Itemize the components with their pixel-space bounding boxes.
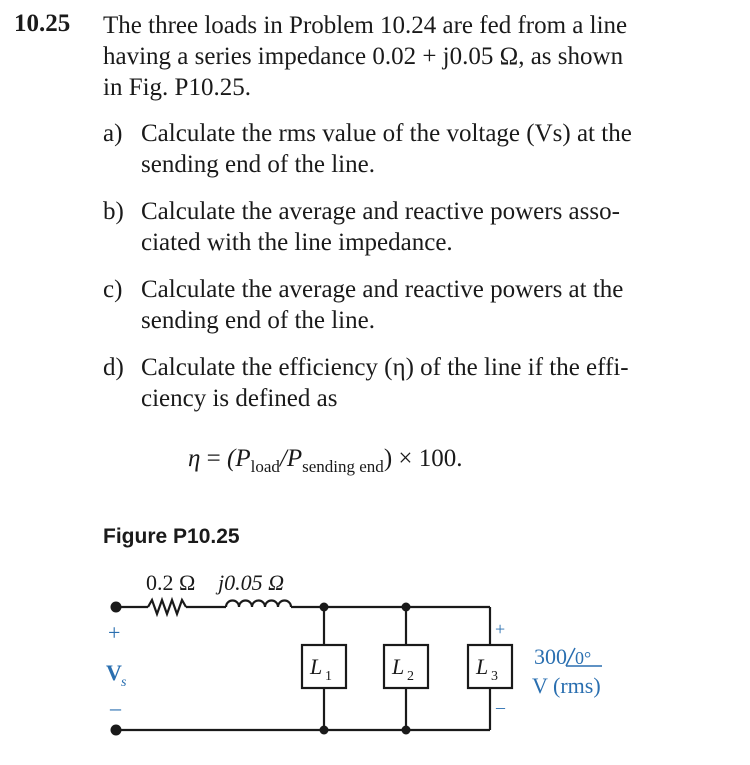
stem-line-1: The three loads in Problem 10.24 are fed from a line [103,12,628,39]
problem-number: 10.25 [14,10,71,37]
part-text-line1: Calculate the average and reactive powers asso- [141,198,620,225]
node-dot [320,603,329,612]
load3-sub: 3 [491,669,498,684]
source-plus: + [108,620,121,645]
eq-sending-sub: sending end [302,457,384,476]
load2-label: L [392,654,405,679]
load1-label: L [310,654,323,679]
part-text-line1: Calculate the efficiency (η) of the line if the effi- [141,354,629,381]
node-dot [320,726,329,735]
load-voltage-mag: 300 [534,644,567,669]
part-text-line2: sending end of the line. [141,307,375,334]
inductor [226,601,291,607]
part-text-line2: sending end of the line. [141,151,375,178]
load1-sub: 1 [325,669,332,684]
part-text-line2: ciated with the line impedance. [141,229,453,256]
load3-label: L [476,654,489,679]
inductor-label: j0.05 Ω [218,570,285,595]
resistor [148,600,186,614]
part-label: b) [103,198,124,225]
stem-line-3: in Fig. P10.25. [103,74,251,101]
part-text-line1: Calculate the average and reactive powers at the [141,276,624,303]
load2-sub: 2 [407,669,414,684]
load-plus: + [495,619,506,639]
eq-close: ) [383,445,393,472]
terminal-bottom [111,725,122,736]
load3-box [468,645,512,688]
load2-box [384,645,428,688]
load-voltage-units: V (rms) [532,673,601,698]
terminal-top [111,602,122,613]
stem-line-2: having a series impedance 0.02 + j0.05 Ω, as shown [103,43,624,70]
source-label: V [106,660,122,685]
load-voltage-angle: 0° [575,648,592,668]
eq-eta: η [188,445,201,472]
figure-title: Figure P10.25 [103,525,240,548]
eq-load-sub: load [250,457,280,476]
node-dot [402,726,411,735]
eq-open: (P [227,445,251,472]
source-sub: s [121,675,127,690]
node-dot [402,603,411,612]
load-minus: – [496,697,505,717]
angle-symbol-slash [566,648,575,666]
part-text-line2: ciency is defined as [141,385,338,412]
load1-box [302,645,346,688]
eq-slash: /P [279,445,303,472]
part-label: a) [103,120,123,147]
part-label: d) [103,354,124,381]
part-text-line1: Calculate the rms value of the voltage (Vs) at the [141,120,632,147]
part-label: c) [103,276,123,303]
eq-equals: = [206,445,221,472]
source-minus: – [110,695,121,720]
eq-times: × 100. [398,445,463,472]
resistor-label: 0.2 Ω [146,570,196,595]
